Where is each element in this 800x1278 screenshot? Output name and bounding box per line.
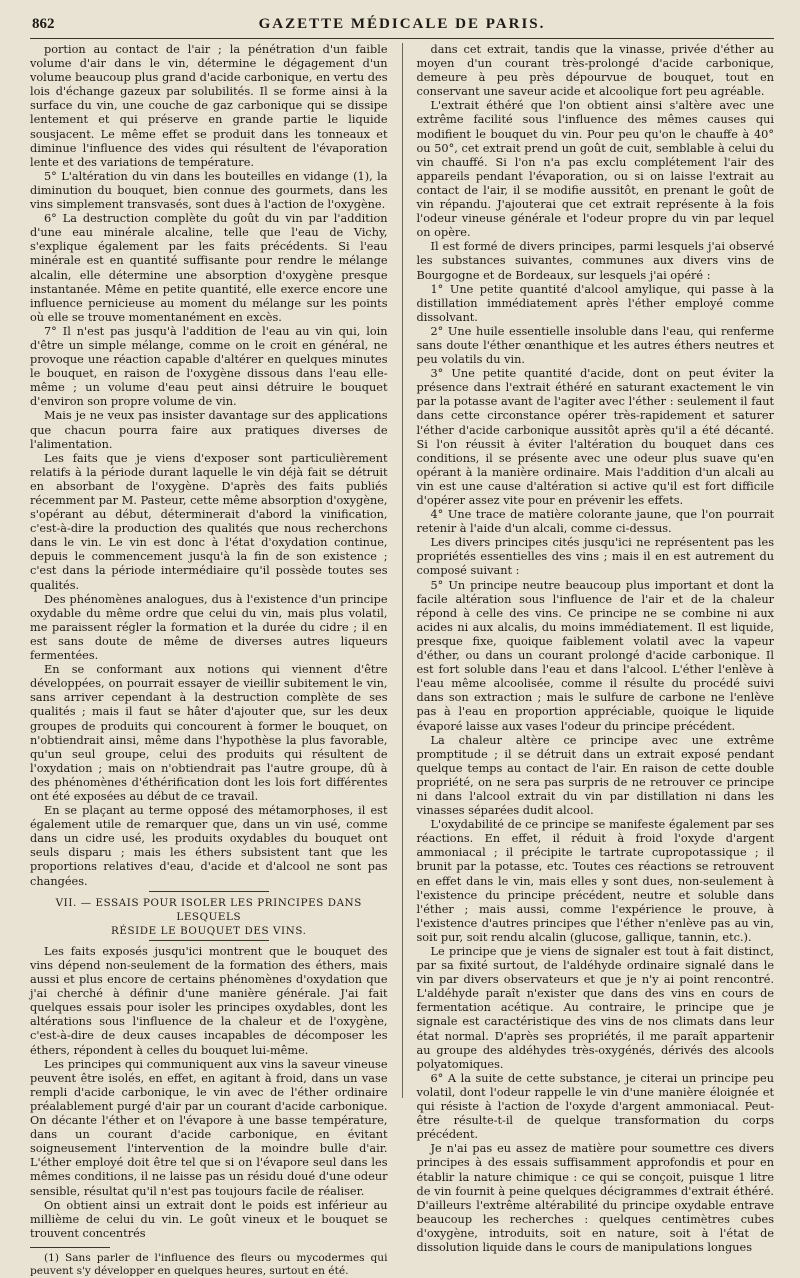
footnote-rule (30, 1247, 110, 1248)
paragraph: Les faits que je viens d'exposer sont particulièrement relatifs à la période durant laquelle le vin déjà fait se détruit en absorbant de l'oxygène. D'après des faits publiés récemment par M. Pasteur, cette même absorption d'oxygène, s'opérant au début, déterminerait d'abord la vinification, c'est-à-dire la production des qualités que nous recherchons dans le vin. Le vin est donc à l'état d'oxydation continue, depuis le commencement jusqu'à la fin de son existence ; c'est dans la période intermédiaire qu'il possède toutes ses qualités. (30, 451, 388, 592)
section-heading (30, 896, 388, 938)
paragraph: Les divers principes cités jusqu'ici ne représentent pas les propriétés essentielles des vins ; mais il en est autrement du composé suivant : (416, 536, 775, 578)
paragraph: L'oxydabilité de ce principe se manifeste également par ses réactions. En effet, il réduit à froid l'oxyde d'argent ammoniacal ; il précipite le tartrate cupropotassique ; il brunit par la potasse, etc. Toutes ces réactions se retrouvent en effet dans le vin, mais elles y sont dues, non-seulement à l'existence du principe précédent, neutre et soluble dans l'éther ; mais aussi, comme l'expérience le prouve, à l'existence d'autres principes que l'éther n'enlève pas au vin, soit pur, soit rendu alcalin (glucose, gallique, tannin, etc.). (416, 818, 775, 944)
page-number: 862 (32, 16, 55, 32)
paragraph: Je n'ai pas eu assez de matière pour soumettre ces divers principes à des essais suffisamment approfondis et pour en établir la nature chimique : ce qui se conçoit, puisque 1 litre de vin fournit à peine quelques décigrammes d'extrait éthéré. D'ailleurs l'extrême altérabilité du principe oxydable entrave beaucoup les recherches : quelques centimètres cubes d'oxygène, introduits, soit en nature, soit à l'état de dissolution liquide dans le cours de manipulations longues (416, 1142, 775, 1254)
section-heading-line: VII. — ESSAIS POUR ISOLER LES PRINCIPES DANS LESQUELS (55, 896, 362, 923)
paragraph: Des phénomènes analogues, dus à l'existence d'un principe oxydable du même ordre que celui du vin, mais plus volatil, me paraissent régler la formation et la durée du cidre ; il en est sans doute de même de diverses autres liqueurs fermentées. (30, 592, 388, 663)
running-head (30, 10, 774, 39)
paragraph: dans cet extrait, tandis que la vinasse, privée d'éther au moyen d'un courant très-prolongé d'acide carbonique, demeure à peu près dépourvue de bouquet, tout en conservant une saveur acide et alcoolique fort peu agréable. (416, 43, 775, 99)
paragraph: On obtient ainsi un extrait dont le poids est inférieur au millième de celui du vin. Le goût vineux et le bouquet se trouvent concentrés (30, 1198, 388, 1240)
paragraph: Mais je ne veux pas insister davantage sur des applications que chacun pourra faire aux pratiques diverses de l'alimentation. (30, 409, 388, 451)
paragraph: 6° A la suite de cette substance, je citerai un principe peu volatil, dont l'odeur rappelle le vin d'une manière éloignée et qui résiste à l'action de l'oxyde d'argent ammoniacal. Peut-être résulte-t-il de quelque transformation du corps précédent. (416, 1071, 775, 1142)
journal-title: GAZETTE MÉDICALE DE PARIS. (258, 16, 546, 32)
paragraph: 1° Une petite quantité d'alcool amylique, qui passe à la distillation immédiatement après l'éther employé comme dissolvant. (416, 282, 775, 324)
paragraph: 5° L'altération du vin dans les bouteilles en vidange (1), la diminution du bouquet, bien connue des gourmets, dans les vins simplement transvasés, sont dues à l'action de l'oxygène. (30, 169, 388, 212)
left-column (30, 43, 388, 1277)
paragraph: La chaleur altère ce principe avec une extrême promptitude ; il se détruit dans un extrait exposé pendant quelque temps au contact de l'air. En raison de cette double propriété, on ne sera pas surpris de ne retrouver ce principe ni dans l'alcool extrait du vin par distillation ni dans les vinasses séparées dudit alcool. (416, 733, 775, 818)
paragraph: 2° Une huile essentielle insoluble dans l'eau, qui renferme sans doute l'éther œnanthique et les autres éthers neutres et peu volatils du vin. (416, 324, 775, 367)
paragraph: 7° Il n'est pas jusqu'à l'addition de l'eau au vin qui, loin d'être un simple mélange, comme on le croit en général, ne provoque une réaction capable d'altérer en quelques minutes le bouquet, en raison de l'oxygène dissous dans l'eau elle-même ; un volume d'eau peut ainsi détruire le bouquet d'environ son propre volume de vin. (30, 324, 388, 409)
paragraph: En se conformant aux notions qui viennent d'être développées, on pourrait essayer de vieillir subitement le vin, sans arriver cependant à la destruction complète de ses qualités ; mais il faut se hâter d'ajouter que, sur les deux groupes de produits qui concourent à former le bouquet, on n'obtiendrait ainsi, même dans l'hypothèse la plus favorable, qu'un seul groupe, celui des produits qui résultent de l'oxydation ; mais on n'obtiendrait pas l'autre groupe, dû à des phénomènes d'éthérification dont les lois fort différentes ont été exposées au début de ce travail. (30, 663, 388, 803)
section-rule (149, 940, 269, 941)
paragraph: 3° Une petite quantité d'acide, dont on peut éviter la présence dans l'extrait éthéré en saturant exactement le vin par la potasse avant de l'agiter avec l'éther : seulement il faut dans cette circonstance opérer très-rapidement et saturer l'éther d'acide carbonique aussitôt après qu'il a été décanté. Si l'on réussit à éviter l'altération du bouquet dans ces conditions, il se présente avec une odeur plus suave qu'en opérant à la manière ordinaire. Mais l'addition d'un alcali au vin est une cause d'altération si active qu'il est fort difficile d'opérer assez vite pour en prévenir les effets. (416, 367, 775, 507)
paragraph: Le principe que je viens de signaler est tout à fait distinct, par sa fixité surtout, de l'aldéhyde ordinaire signalé dans le vin par divers observateurs et que je n'y ai point rencontré. L'aldéhyde paraît n'exister que dans des vins en cours de fermentation acétique. Au contraire, le principe que je signale est caractéristique des vins de nos climats dans leur état normal. D'après ses propriétés, il me paraît appartenir au groupe des aldéhydes très-oxygénés, dérivés des alcools polyatomiques. (416, 945, 775, 1071)
column-divider (402, 43, 403, 1098)
paragraph: L'extrait éthéré que l'on obtient ainsi s'altère avec une extrême facilité sous l'influence des mêmes causes qui modifient le bouquet du vin. Pour peu qu'on le chauffe à 40° ou 50°, cet extrait prend un goût de cuit, semblable à celui du vin chauffé. Si l'on n'a pas exclu complétement l'air des appareils pendant l'évaporation, ou si on laisse l'extrait au contact de l'air, il se modifie aussitôt, en prenant le goût de vin répandu. J'ajouterai que cet extrait représente à la fois l'odeur vineuse générale et l'odeur propre du vin par lequel on opère. (416, 99, 775, 240)
article-columns (30, 43, 775, 1277)
paragraph: En se plaçant au terme opposé des métamorphoses, il est également utile de remarquer que, dans un vin usé, comme dans un cidre usé, les produits oxydables du bouquet ont seuls disparu ; mais les éthers subsistent tant que les proportions relatives d'eau, d'acide et d'alcool ne sont pas changées. (30, 804, 388, 888)
paragraph: Il est formé de divers principes, parmi lesquels j'ai observé les substances suivantes, communes aux divers vins de Bourgogne et de Bordeaux, sur lesquels j'ai opéré : (416, 240, 775, 282)
footnote: (1) Sans parler de l'influence des fleurs ou mycodermes qui peuvent s'y développer en quelques heures, surtout en été. (30, 1251, 388, 1277)
section-rule (149, 891, 269, 892)
paragraph: Les principes qui communiquent aux vins la saveur vineuse peuvent être isolés, en effet, en agitant à froid, dans un vase rempli d'acide carbonique, le vin avec de l'éther ordinaire préalablement purgé d'air par un courant d'acide carbonique. On décante l'éther et on l'évapore à une basse température, dans un courant d'acide carbonique, en évitant soigneusement l'intervention de la moindre bulle d'air. L'éther employé doit être tel que si on l'évapore seul dans les mêmes conditions, il ne laisse pas un résidu doué d'une odeur sensible, résultat qu'il n'est pas toujours facile de réaliser. (30, 1057, 388, 1198)
paragraph: Les faits exposés jusqu'ici montrent que le bouquet des vins dépend non-seulement de la formation des éthers, mais aussi et plus encore de certains phénomènes d'oxydation que j'ai cherché à définir d'une manière générale. J'ai fait quelques essais pour isoler les principes oxydables, dont les altérations sous l'influence de la chaleur et de l'oxygène, c'est-à-dire de deux causes incapables de décomposer les éthers, répondent à celles du bouquet lui-même. (30, 944, 388, 1057)
right-column (416, 43, 775, 1254)
paragraph: 6° La destruction complète du goût du vin par l'addition d'une eau minérale alcaline, telle que l'eau de Vichy, s'explique également par les faits précédents. Si l'eau minérale est en quantité suffisante pour rendre le mélange alcalin, elle détermine une absorption d'oxygène presque instantanée. Même en petite quantité, elle exerce encore une influence pernicieuse au moment du mélange sur les points où elle se trouve momentanément en excès. (30, 212, 388, 324)
section-heading-subline: RÉSIDE LE BOUQUET DES VINS. (111, 924, 307, 937)
paragraph: 4° Une trace de matière colorante jaune, que l'on pourrait retenir à l'aide d'un alcali, comme ci-dessus. (416, 508, 775, 536)
paragraph: portion au contact de l'air ; la pénétration d'un faible volume d'air dans le vin, détermine le dégagement d'un volume beaucoup plus grand d'acide carbonique, en vertu des lois d'échange gazeux par solubilités. Il se forme ainsi à la surface du vin, une couche de gaz carbonique qui se dissipe lentement et qui préserve en grande partie le liquide sousjacent. Le même effet se produit dans les tonneaux et diminue l'influence des vides qui résultent de l'évaporation lente et des variations de température. (30, 43, 388, 169)
paragraph: 5° Un principe neutre beaucoup plus important et dont la facile altération sous l'influence de l'air et de la chaleur répond à celle des vins. Ce principe ne se combine ni aux acides ni aux alcalis, du moins immédiatement. Il est liquide, presque fixe, quoique faiblement volatil avec la vapeur d'éther, ou dans un courant prolongé d'acide carbonique. Il est fort soluble dans l'eau et dans l'alcool. L'éther l'enlève à l'eau même alcoolisée, comme il résulte du procédé suivi dans son extraction ; mais le sulfure de carbone ne l'enlève pas à l'eau en proportion appréciable, quoique le liquide évaporé laisse aux vases l'odeur du principe précédent. (416, 578, 775, 733)
